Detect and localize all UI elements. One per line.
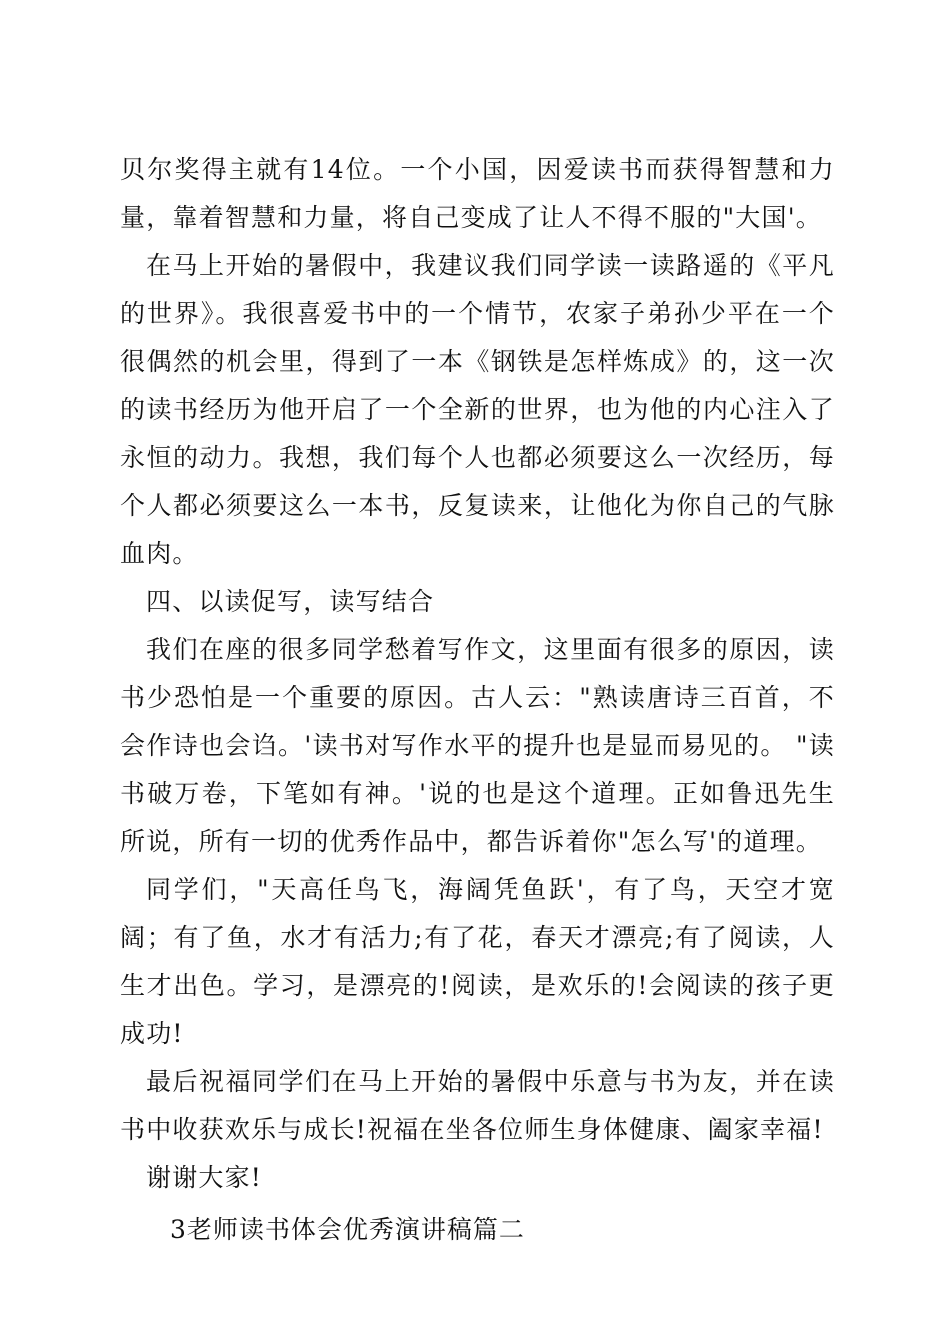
paragraph-continuation: 贝尔奖得主就有14位。一个小国，因爱读书而获得智慧和力量，靠着智慧和力量，将自己变成了让人不得不服的"大国'。	[120, 155, 835, 232]
paragraph-writing: 我们在座的很多同学愁着写作文，这里面有很多的原因，读书少恐怕是一个重要的原因。古人云："熟读唐诗三百首，不会作诗也会诌。'读书对写作水平的提升也是显而易见的。 "读书破万卷，下笔如有神。'说的也是这个道理。正如鲁迅先生所说，所有一切的优秀作品中，都告诉着你"怎么写'的道理。	[120, 635, 835, 856]
paragraph-blessing: 最后祝福同学们在马上开始的暑假中乐意与书为友，并在读书中收获欢乐与成长!祝福在坐各位师生身体健康、阖家幸福!	[120, 1067, 835, 1144]
document-body	[120, 146, 835, 1254]
paragraph-classmates: 同学们，"天高任鸟飞，海阔凭鱼跃'，有了鸟，天空才宽阔；有了鱼，水才有活力;有了花，春天才漂亮;有了阅读，人生才出色。学习，是漂亮的!阅读，是欢乐的!会阅读的孩子更成功!	[120, 875, 835, 1048]
section-heading: 四、以读促写，读写结合	[146, 587, 435, 616]
paragraph-summer-reading: 在马上开始的暑假中，我建议我们同学读一读路遥的《平凡的世界》。我很喜爱书中的一个情节，农家子弟孙少平在一个很偶然的机会里，得到了一本《钢铁是怎样炼成》的，这一次的读书经历为他开启了一个全新的世界，也为他的内心注入了永恒的动力。我想，我们每个人也都必须要这么一次经历，每个人都必须要这么一本书，反复读来，让他化为你自己的气脉血肉。	[120, 251, 835, 568]
next-article-title: 3老师读书体会优秀演讲稿篇二	[170, 1215, 525, 1244]
paragraph-thanks: 谢谢大家!	[146, 1163, 263, 1192]
